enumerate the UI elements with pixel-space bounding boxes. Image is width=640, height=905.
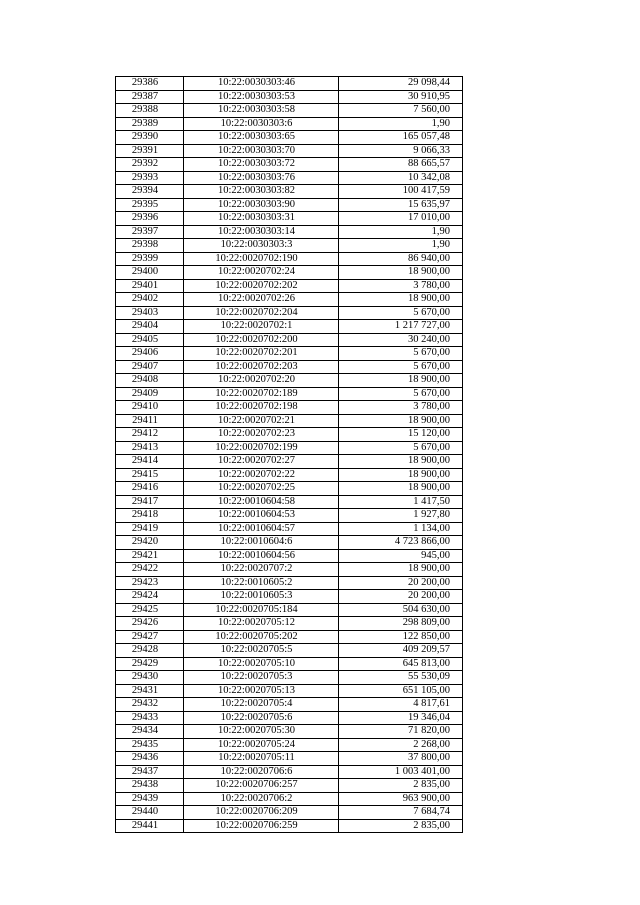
amount-cell: 17 010,00 bbox=[339, 212, 463, 226]
amount-cell: 37 800,00 bbox=[339, 752, 463, 766]
cadastral-number-cell: 10:22:0030303:31 bbox=[184, 212, 339, 226]
table-row bbox=[116, 576, 463, 590]
row-number-cell: 29408 bbox=[116, 374, 184, 388]
amount-cell: 7 684,74 bbox=[339, 806, 463, 820]
amount-cell: 18 900,00 bbox=[339, 266, 463, 280]
amount-cell: 18 900,00 bbox=[339, 374, 463, 388]
cadastral-number-cell: 10:22:0020706:6 bbox=[184, 765, 339, 779]
cadastral-number-cell: 10:22:0020702:23 bbox=[184, 428, 339, 442]
row-number-cell: 29401 bbox=[116, 279, 184, 293]
amount-cell: 4 817,61 bbox=[339, 698, 463, 712]
table-row bbox=[116, 266, 463, 280]
table-row bbox=[116, 630, 463, 644]
cadastral-number-cell: 10:22:0020705:5 bbox=[184, 644, 339, 658]
amount-cell: 298 809,00 bbox=[339, 617, 463, 631]
amount-cell: 55 530,09 bbox=[339, 671, 463, 685]
cadastral-number-cell: 10:22:0030303:90 bbox=[184, 198, 339, 212]
table-row bbox=[116, 671, 463, 685]
cadastral-number-cell: 10:22:0030303:3 bbox=[184, 239, 339, 253]
row-number-cell: 29434 bbox=[116, 725, 184, 739]
table-row bbox=[116, 482, 463, 496]
cadastral-number-cell: 10:22:0030303:70 bbox=[184, 144, 339, 158]
table-row bbox=[116, 522, 463, 536]
row-number-cell: 29396 bbox=[116, 212, 184, 226]
row-number-cell: 29387 bbox=[116, 90, 184, 104]
cadastral-number-cell: 10:22:0020702:203 bbox=[184, 360, 339, 374]
row-number-cell: 29440 bbox=[116, 806, 184, 820]
amount-cell: 1 417,50 bbox=[339, 495, 463, 509]
amount-cell: 4 723 866,00 bbox=[339, 536, 463, 550]
table-row bbox=[116, 806, 463, 820]
cadastral-number-cell: 10:22:0030303:14 bbox=[184, 225, 339, 239]
table-row bbox=[116, 374, 463, 388]
table-row bbox=[116, 185, 463, 199]
amount-cell: 5 670,00 bbox=[339, 441, 463, 455]
row-number-cell: 29417 bbox=[116, 495, 184, 509]
amount-cell: 504 630,00 bbox=[339, 603, 463, 617]
table-row bbox=[116, 117, 463, 131]
row-number-cell: 29439 bbox=[116, 792, 184, 806]
table-row bbox=[116, 536, 463, 550]
amount-cell: 165 057,48 bbox=[339, 131, 463, 145]
row-number-cell: 29432 bbox=[116, 698, 184, 712]
cadastral-number-cell: 10:22:0020706:257 bbox=[184, 779, 339, 793]
row-number-cell: 29407 bbox=[116, 360, 184, 374]
row-number-cell: 29430 bbox=[116, 671, 184, 685]
table-row bbox=[116, 752, 463, 766]
cadastral-number-cell: 10:22:0020702:200 bbox=[184, 333, 339, 347]
amount-cell: 122 850,00 bbox=[339, 630, 463, 644]
cadastral-number-cell: 10:22:0020702:26 bbox=[184, 293, 339, 307]
row-number-cell: 29425 bbox=[116, 603, 184, 617]
row-number-cell: 29435 bbox=[116, 738, 184, 752]
row-number-cell: 29423 bbox=[116, 576, 184, 590]
amount-cell: 2 835,00 bbox=[339, 779, 463, 793]
row-number-cell: 29406 bbox=[116, 347, 184, 361]
cadastral-number-cell: 10:22:0020705:30 bbox=[184, 725, 339, 739]
cadastral-number-cell: 10:22:0010604:57 bbox=[184, 522, 339, 536]
table-row bbox=[116, 455, 463, 469]
row-number-cell: 29431 bbox=[116, 684, 184, 698]
row-number-cell: 29438 bbox=[116, 779, 184, 793]
amount-cell: 18 900,00 bbox=[339, 455, 463, 469]
table-row bbox=[116, 711, 463, 725]
row-number-cell: 29402 bbox=[116, 293, 184, 307]
table-row bbox=[116, 144, 463, 158]
amount-cell: 645 813,00 bbox=[339, 657, 463, 671]
row-number-cell: 29404 bbox=[116, 320, 184, 334]
amount-cell: 18 900,00 bbox=[339, 293, 463, 307]
table-row bbox=[116, 279, 463, 293]
amount-cell: 2 835,00 bbox=[339, 819, 463, 833]
row-number-cell: 29398 bbox=[116, 239, 184, 253]
amount-cell: 5 670,00 bbox=[339, 347, 463, 361]
row-number-cell: 29441 bbox=[116, 819, 184, 833]
cadastral-number-cell: 10:22:0010604:6 bbox=[184, 536, 339, 550]
row-number-cell: 29399 bbox=[116, 252, 184, 266]
cadastral-number-cell: 10:22:0020702:21 bbox=[184, 414, 339, 428]
row-number-cell: 29436 bbox=[116, 752, 184, 766]
cadastral-number-cell: 10:22:0020702:20 bbox=[184, 374, 339, 388]
row-number-cell: 29414 bbox=[116, 455, 184, 469]
table-row bbox=[116, 617, 463, 631]
row-number-cell: 29386 bbox=[116, 77, 184, 91]
table-row bbox=[116, 468, 463, 482]
row-number-cell: 29391 bbox=[116, 144, 184, 158]
cadastral-number-cell: 10:22:0010604:58 bbox=[184, 495, 339, 509]
row-number-cell: 29427 bbox=[116, 630, 184, 644]
table-row bbox=[116, 293, 463, 307]
amount-cell: 1,90 bbox=[339, 225, 463, 239]
row-number-cell: 29394 bbox=[116, 185, 184, 199]
cadastral-number-cell: 10:22:0020702:1 bbox=[184, 320, 339, 334]
cadastral-number-cell: 10:22:0020705:24 bbox=[184, 738, 339, 752]
cadastral-number-cell: 10:22:0020702:201 bbox=[184, 347, 339, 361]
cadastral-value-table bbox=[115, 76, 463, 833]
table-row bbox=[116, 590, 463, 604]
cadastral-number-cell: 10:22:0030303:6 bbox=[184, 117, 339, 131]
table-row bbox=[116, 779, 463, 793]
amount-cell: 945,00 bbox=[339, 549, 463, 563]
cadastral-number-cell: 10:22:0010604:56 bbox=[184, 549, 339, 563]
amount-cell: 1 134,00 bbox=[339, 522, 463, 536]
amount-cell: 71 820,00 bbox=[339, 725, 463, 739]
table-row bbox=[116, 347, 463, 361]
cadastral-number-cell: 10:22:0020706:2 bbox=[184, 792, 339, 806]
table-row bbox=[116, 320, 463, 334]
row-number-cell: 29420 bbox=[116, 536, 184, 550]
row-number-cell: 29400 bbox=[116, 266, 184, 280]
row-number-cell: 29395 bbox=[116, 198, 184, 212]
table-row bbox=[116, 725, 463, 739]
table-row bbox=[116, 198, 463, 212]
cadastral-number-cell: 10:22:0030303:53 bbox=[184, 90, 339, 104]
table-row bbox=[116, 657, 463, 671]
cadastral-number-cell: 10:22:0020705:4 bbox=[184, 698, 339, 712]
row-number-cell: 29424 bbox=[116, 590, 184, 604]
table-row bbox=[116, 90, 463, 104]
cadastral-number-cell: 10:22:0020707:2 bbox=[184, 563, 339, 577]
amount-cell: 88 665,57 bbox=[339, 158, 463, 172]
amount-cell: 5 670,00 bbox=[339, 360, 463, 374]
cadastral-number-cell: 10:22:0020705:6 bbox=[184, 711, 339, 725]
table-row bbox=[116, 225, 463, 239]
row-number-cell: 29419 bbox=[116, 522, 184, 536]
cadastral-number-cell: 10:22:0010605:2 bbox=[184, 576, 339, 590]
cadastral-number-cell: 10:22:0020702:198 bbox=[184, 401, 339, 415]
cadastral-number-cell: 10:22:0020705:202 bbox=[184, 630, 339, 644]
amount-cell: 29 098,44 bbox=[339, 77, 463, 91]
cadastral-number-cell: 10:22:0020706:259 bbox=[184, 819, 339, 833]
row-number-cell: 29412 bbox=[116, 428, 184, 442]
amount-cell: 1 927,80 bbox=[339, 509, 463, 523]
table-row bbox=[116, 158, 463, 172]
cadastral-number-cell: 10:22:0030303:76 bbox=[184, 171, 339, 185]
table-row bbox=[116, 414, 463, 428]
row-number-cell: 29390 bbox=[116, 131, 184, 145]
cadastral-number-cell: 10:22:0030303:58 bbox=[184, 104, 339, 118]
row-number-cell: 29413 bbox=[116, 441, 184, 455]
row-number-cell: 29415 bbox=[116, 468, 184, 482]
cadastral-number-cell: 10:22:0020706:209 bbox=[184, 806, 339, 820]
row-number-cell: 29411 bbox=[116, 414, 184, 428]
cadastral-number-cell: 10:22:0020702:27 bbox=[184, 455, 339, 469]
amount-cell: 651 105,00 bbox=[339, 684, 463, 698]
amount-cell: 19 346,04 bbox=[339, 711, 463, 725]
row-number-cell: 29421 bbox=[116, 549, 184, 563]
table-row bbox=[116, 549, 463, 563]
table-row bbox=[116, 171, 463, 185]
amount-cell: 10 342,08 bbox=[339, 171, 463, 185]
table-row bbox=[116, 428, 463, 442]
cadastral-number-cell: 10:22:0010605:3 bbox=[184, 590, 339, 604]
amount-cell: 18 900,00 bbox=[339, 563, 463, 577]
cadastral-number-cell: 10:22:0020705:13 bbox=[184, 684, 339, 698]
cadastral-number-cell: 10:22:0020705:3 bbox=[184, 671, 339, 685]
amount-cell: 1,90 bbox=[339, 117, 463, 131]
row-number-cell: 29403 bbox=[116, 306, 184, 320]
cadastral-number-cell: 10:22:0020702:190 bbox=[184, 252, 339, 266]
row-number-cell: 29397 bbox=[116, 225, 184, 239]
amount-cell: 86 940,00 bbox=[339, 252, 463, 266]
cadastral-number-cell: 10:22:0030303:82 bbox=[184, 185, 339, 199]
cadastral-number-cell: 10:22:0030303:46 bbox=[184, 77, 339, 91]
table-row bbox=[116, 509, 463, 523]
amount-cell: 3 780,00 bbox=[339, 279, 463, 293]
amount-cell: 15 120,00 bbox=[339, 428, 463, 442]
cadastral-number-cell: 10:22:0030303:72 bbox=[184, 158, 339, 172]
table-row bbox=[116, 360, 463, 374]
table-row bbox=[116, 819, 463, 833]
row-number-cell: 29429 bbox=[116, 657, 184, 671]
amount-cell: 3 780,00 bbox=[339, 401, 463, 415]
amount-cell: 963 900,00 bbox=[339, 792, 463, 806]
table-row bbox=[116, 792, 463, 806]
table-row bbox=[116, 644, 463, 658]
table-row bbox=[116, 698, 463, 712]
cadastral-number-cell: 10:22:0020702:25 bbox=[184, 482, 339, 496]
table-row bbox=[116, 333, 463, 347]
cadastral-number-cell: 10:22:0020705:10 bbox=[184, 657, 339, 671]
table-body bbox=[116, 77, 463, 833]
table-row bbox=[116, 212, 463, 226]
cadastral-number-cell: 10:22:0020702:189 bbox=[184, 387, 339, 401]
row-number-cell: 29428 bbox=[116, 644, 184, 658]
table-row bbox=[116, 131, 463, 145]
row-number-cell: 29437 bbox=[116, 765, 184, 779]
row-number-cell: 29389 bbox=[116, 117, 184, 131]
table-row bbox=[116, 603, 463, 617]
amount-cell: 30 910,95 bbox=[339, 90, 463, 104]
table-row bbox=[116, 563, 463, 577]
table-row bbox=[116, 387, 463, 401]
amount-cell: 5 670,00 bbox=[339, 306, 463, 320]
row-number-cell: 29422 bbox=[116, 563, 184, 577]
row-number-cell: 29433 bbox=[116, 711, 184, 725]
amount-cell: 20 200,00 bbox=[339, 576, 463, 590]
row-number-cell: 29392 bbox=[116, 158, 184, 172]
amount-cell: 1 217 727,00 bbox=[339, 320, 463, 334]
table-row bbox=[116, 401, 463, 415]
cadastral-number-cell: 10:22:0020702:202 bbox=[184, 279, 339, 293]
amount-cell: 15 635,97 bbox=[339, 198, 463, 212]
table-row bbox=[116, 765, 463, 779]
amount-cell: 409 209,57 bbox=[339, 644, 463, 658]
cadastral-number-cell: 10:22:0020705:184 bbox=[184, 603, 339, 617]
table-row bbox=[116, 306, 463, 320]
amount-cell: 20 200,00 bbox=[339, 590, 463, 604]
row-number-cell: 29426 bbox=[116, 617, 184, 631]
row-number-cell: 29418 bbox=[116, 509, 184, 523]
amount-cell: 1 003 401,00 bbox=[339, 765, 463, 779]
cadastral-number-cell: 10:22:0020702:24 bbox=[184, 266, 339, 280]
row-number-cell: 29416 bbox=[116, 482, 184, 496]
row-number-cell: 29409 bbox=[116, 387, 184, 401]
amount-cell: 30 240,00 bbox=[339, 333, 463, 347]
cadastral-number-cell: 10:22:0030303:65 bbox=[184, 131, 339, 145]
table-row bbox=[116, 441, 463, 455]
table-row bbox=[116, 104, 463, 118]
table-row bbox=[116, 239, 463, 253]
table-row bbox=[116, 77, 463, 91]
amount-cell: 9 066,33 bbox=[339, 144, 463, 158]
amount-cell: 100 417,59 bbox=[339, 185, 463, 199]
table-row bbox=[116, 252, 463, 266]
cadastral-number-cell: 10:22:0010604:53 bbox=[184, 509, 339, 523]
row-number-cell: 29410 bbox=[116, 401, 184, 415]
amount-cell: 7 560,00 bbox=[339, 104, 463, 118]
row-number-cell: 29405 bbox=[116, 333, 184, 347]
row-number-cell: 29393 bbox=[116, 171, 184, 185]
amount-cell: 18 900,00 bbox=[339, 414, 463, 428]
amount-cell: 18 900,00 bbox=[339, 468, 463, 482]
amount-cell: 18 900,00 bbox=[339, 482, 463, 496]
cadastral-number-cell: 10:22:0020705:12 bbox=[184, 617, 339, 631]
amount-cell: 2 268,00 bbox=[339, 738, 463, 752]
table-row bbox=[116, 684, 463, 698]
cadastral-number-cell: 10:22:0020702:22 bbox=[184, 468, 339, 482]
cadastral-number-cell: 10:22:0020702:199 bbox=[184, 441, 339, 455]
table-row bbox=[116, 738, 463, 752]
row-number-cell: 29388 bbox=[116, 104, 184, 118]
cadastral-number-cell: 10:22:0020705:11 bbox=[184, 752, 339, 766]
amount-cell: 5 670,00 bbox=[339, 387, 463, 401]
amount-cell: 1,90 bbox=[339, 239, 463, 253]
table-row bbox=[116, 495, 463, 509]
cadastral-number-cell: 10:22:0020702:204 bbox=[184, 306, 339, 320]
